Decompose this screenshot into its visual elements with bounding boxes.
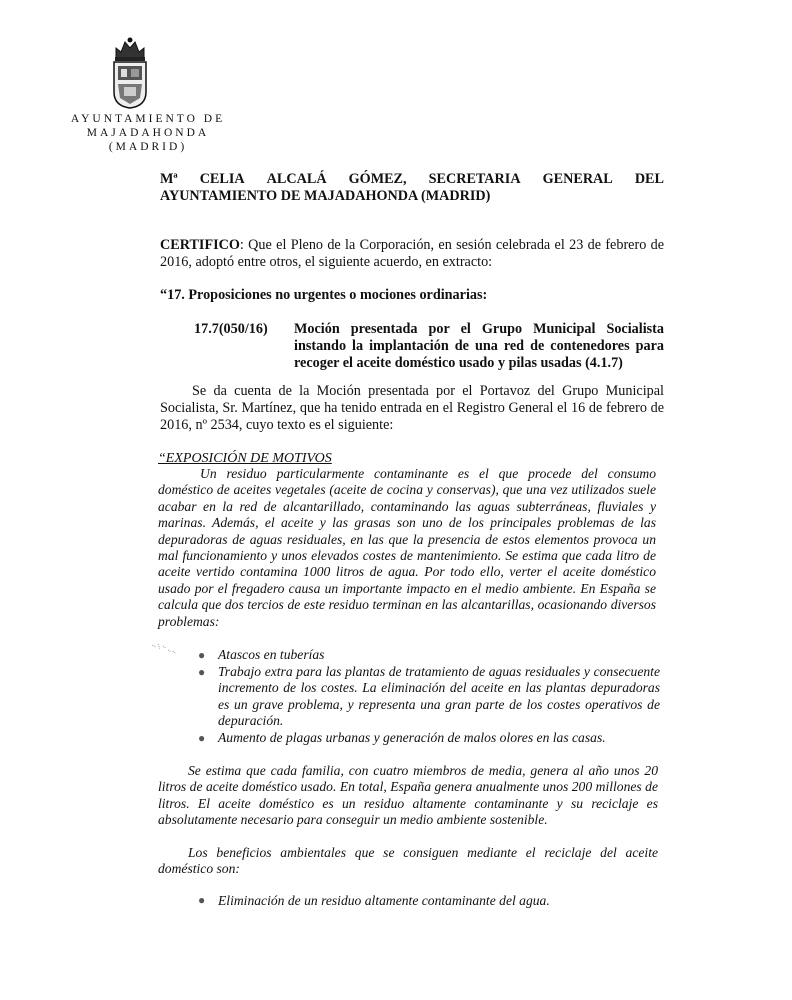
- benefits-paragraph: Los beneficios ambientales que se consiguen mediante el reciclaje del aceite doméstico son:: [158, 845, 658, 877]
- title-word: GÓMEZ,: [348, 171, 407, 187]
- bullet-icon: ●: [198, 893, 206, 907]
- title-line-2: AYUNTAMIENTO DE MAJADAHONDA (MADRID): [160, 188, 491, 204]
- municipality-header: [60, 112, 236, 154]
- bullet-icon: ●: [198, 730, 206, 745]
- benefits-list: [198, 893, 660, 909]
- title-word: ALCALÁ: [266, 171, 327, 187]
- list-item: [198, 664, 660, 730]
- motion-number: 17.7(050/16): [194, 321, 268, 337]
- list-item-text: Trabajo extra para las plantas de tratamiento de aguas residuales y consecuente incremento de los costes. La eliminación del aceite en las plantas depuradoras es un grave problema, y representa una gran parte de los costes operativos de depuración.: [218, 663, 660, 729]
- certifico-label: CERTIFICO: [160, 237, 240, 253]
- section-heading: “17. Proposiciones no urgentes o mociones ordinarias:: [160, 287, 488, 303]
- coat-of-arms-icon: [110, 36, 150, 110]
- list-item: [198, 647, 660, 664]
- list-item-text: Atascos en tuberías: [218, 647, 325, 662]
- list-item-text: Aumento de plagas urbanas y generación de malos olores en las casas.: [218, 729, 606, 745]
- intro-paragraph: Se da cuenta de la Moción presentada por el Portavoz del Grupo Municipal Socialista, Sr. Martínez, que ha tenido entrada en el Registro General el 16 de febrero de 2016, nº 2534, cuyo texto es el siguiente:: [160, 383, 664, 433]
- scribble-mark-icon: [150, 642, 180, 656]
- certifico-paragraph: [160, 237, 664, 271]
- bullet-icon: ●: [198, 664, 206, 679]
- certifico-text: : Que el Pleno de la Corporación, en sesión celebrada el 23 de febrero de 2016, adoptó entre otros, el siguiente acuerdo, en extracto:: [160, 237, 664, 270]
- list-item-text: Eliminación de un residuo altamente contaminante del agua.: [218, 893, 550, 908]
- bullet-icon: ●: [198, 648, 206, 662]
- title-word: Mª: [160, 171, 178, 187]
- document-title: [160, 171, 664, 205]
- header-line-1: AYUNTAMIENTO DE: [70, 113, 226, 125]
- coat-of-arms: [110, 36, 150, 110]
- title-word: GENERAL: [542, 171, 613, 187]
- list-item: [198, 893, 660, 909]
- header-line-3: (MADRID): [108, 141, 188, 153]
- exposicion-body: Un residuo particularmente contaminante es el que procede del consumo doméstico de aceites vegetales (aceite de cocina y conservas), que una vez utilizados suele acabar en la red de alcantarillado, contaminando las aguas subterráneas, fluviales y marinas. Además, el aceite y las grasas son uno de los principales problemas de las depuradoras de aguas residuales, en las que la presencia de estos elementos provoca un mal funcionamiento y unos elevados costes de mantenimiento. Se estima que cada litro de aceite vertido contamina 1000 litros de agua. Por todo ello, verter el aceite doméstico usado por el fregadero causa un importante impacto en el medio ambiente. En España se calcula que dos tercios de este residuo terminan en las alcantarillas, ocasionando diversos problemas:: [158, 466, 656, 629]
- motion-title: Moción presentada por el Grupo Municipal Socialista instando la implantación de una red de contenedores para recoger el aceite doméstico usado y pilas usadas (4.1.7): [294, 321, 664, 371]
- list-item: [198, 730, 660, 747]
- title-word: DEL: [634, 171, 664, 187]
- estimate-paragraph: Se estima que cada familia, con cuatro miembros de media, genera al año unos 20 litros de aceite doméstico usado. En total, España genera anualmente unos 200 millones de litros. El aceite doméstico es un residuo altamente contaminante y su reciclaje es absolutamente necesario para conseguir un medio ambiente sostenible.: [158, 763, 658, 828]
- header-line-2: MAJADAHONDA: [86, 127, 210, 139]
- title-word: CELIA: [199, 171, 245, 187]
- title-word: SECRETARIA: [428, 171, 521, 187]
- exposicion-heading: “EXPOSICIÓN DE MOTIVOS: [158, 451, 332, 466]
- problems-list: [198, 647, 660, 747]
